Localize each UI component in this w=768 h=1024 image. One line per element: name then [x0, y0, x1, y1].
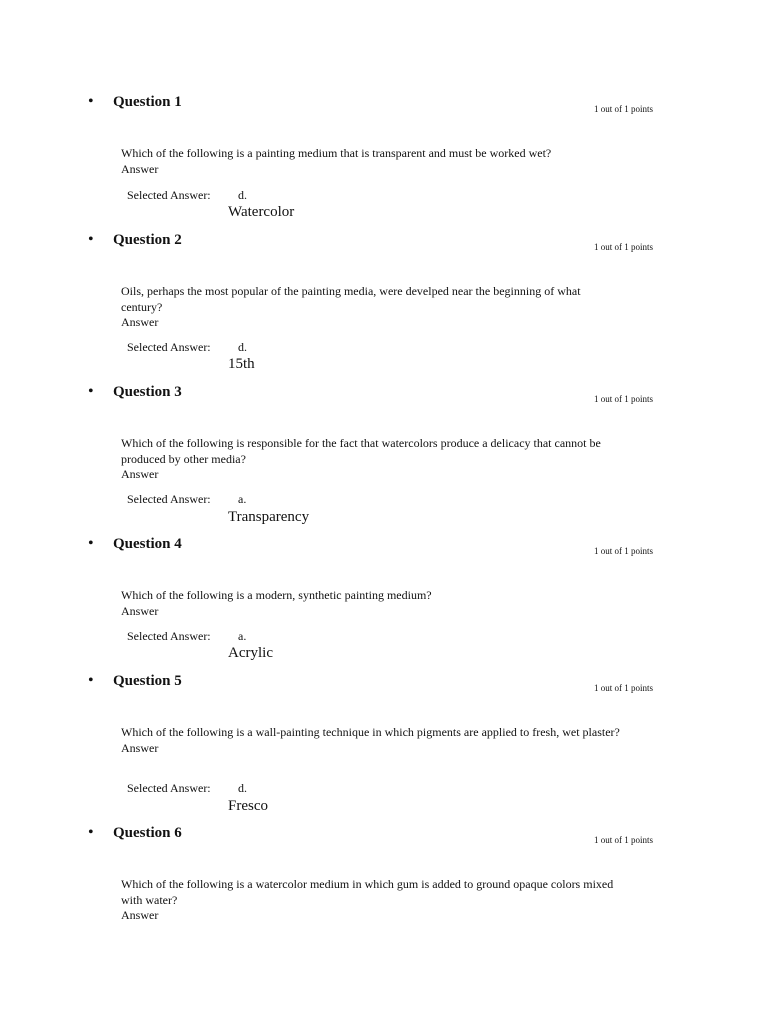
selected-answer-label: Selected Answer: — [127, 188, 211, 202]
question-text-block — [121, 146, 621, 177]
question-text: Oils, perhaps the most popular of the painting media, were develped near the beginning of what century? — [121, 284, 581, 314]
question-text-block — [121, 877, 621, 924]
question-text-block — [121, 725, 621, 756]
question-text: Which of the following is responsible for the fact that watercolors produce a delicacy that cannot be produced by other media? — [121, 436, 601, 466]
question-points: 1 out of 1 points — [594, 546, 654, 556]
selected-answer-value: Acrylic — [228, 645, 273, 661]
answer-label: Answer — [121, 908, 159, 922]
question-title: Question 3 — [113, 384, 182, 400]
question-text: Which of the following is a wall-painting technique in which pigments are applied to fresh, wet plaster? — [121, 725, 620, 739]
answer-label: Answer — [121, 603, 159, 618]
question-points: 1 out of 1 points — [594, 242, 654, 252]
bullet-icon: • — [88, 93, 94, 110]
question-title: Question 1 — [113, 94, 182, 110]
selected-answer-value: 15th — [228, 356, 255, 372]
question-text-block — [121, 436, 621, 483]
answer-label: Answer — [121, 161, 159, 176]
selected-answer-label: Selected Answer: — [127, 781, 211, 795]
selected-answer-label: Selected Answer: — [127, 492, 211, 506]
answer-label: Answer — [121, 467, 159, 481]
question-points: 1 out of 1 points — [594, 835, 654, 845]
question-title: Question 5 — [113, 673, 182, 689]
bullet-icon: • — [88, 231, 94, 248]
selected-answer-letter: d. — [238, 781, 247, 795]
question-points: 1 out of 1 points — [594, 394, 654, 404]
question-title: Question 6 — [113, 825, 182, 841]
selected-answer-value: Watercolor — [228, 204, 295, 220]
question-text: Which of the following is a modern, synthetic painting medium? — [121, 588, 432, 602]
selected-answer-label: Selected Answer: — [127, 629, 211, 643]
question-text-block — [121, 588, 621, 619]
selected-answer-label: Selected Answer: — [127, 340, 211, 354]
answer-label: Answer — [121, 315, 159, 329]
question-text: Which of the following is a painting medium that is transparent and must be worked wet? — [121, 146, 552, 160]
bullet-icon: • — [88, 383, 94, 400]
question-text: Which of the following is a watercolor medium in which gum is added to ground opaque colors mixed with water? — [121, 877, 614, 907]
selected-answer-letter: a. — [238, 492, 247, 506]
question-points: 1 out of 1 points — [594, 683, 654, 693]
question-title: Question 4 — [113, 536, 182, 552]
bullet-icon: • — [88, 535, 94, 552]
selected-answer-value: Transparency — [228, 509, 310, 525]
question-text-block — [121, 284, 621, 331]
selected-answer-value: Fresco — [228, 798, 268, 814]
selected-answer-letter: a. — [238, 629, 247, 643]
question-title: Question 2 — [113, 232, 182, 248]
bullet-icon: • — [88, 672, 94, 689]
selected-answer-letter: d. — [238, 340, 247, 354]
answer-label: Answer — [121, 740, 159, 755]
bullet-icon: • — [88, 824, 94, 841]
question-points: 1 out of 1 points — [594, 104, 654, 114]
selected-answer-letter: d. — [238, 188, 247, 202]
